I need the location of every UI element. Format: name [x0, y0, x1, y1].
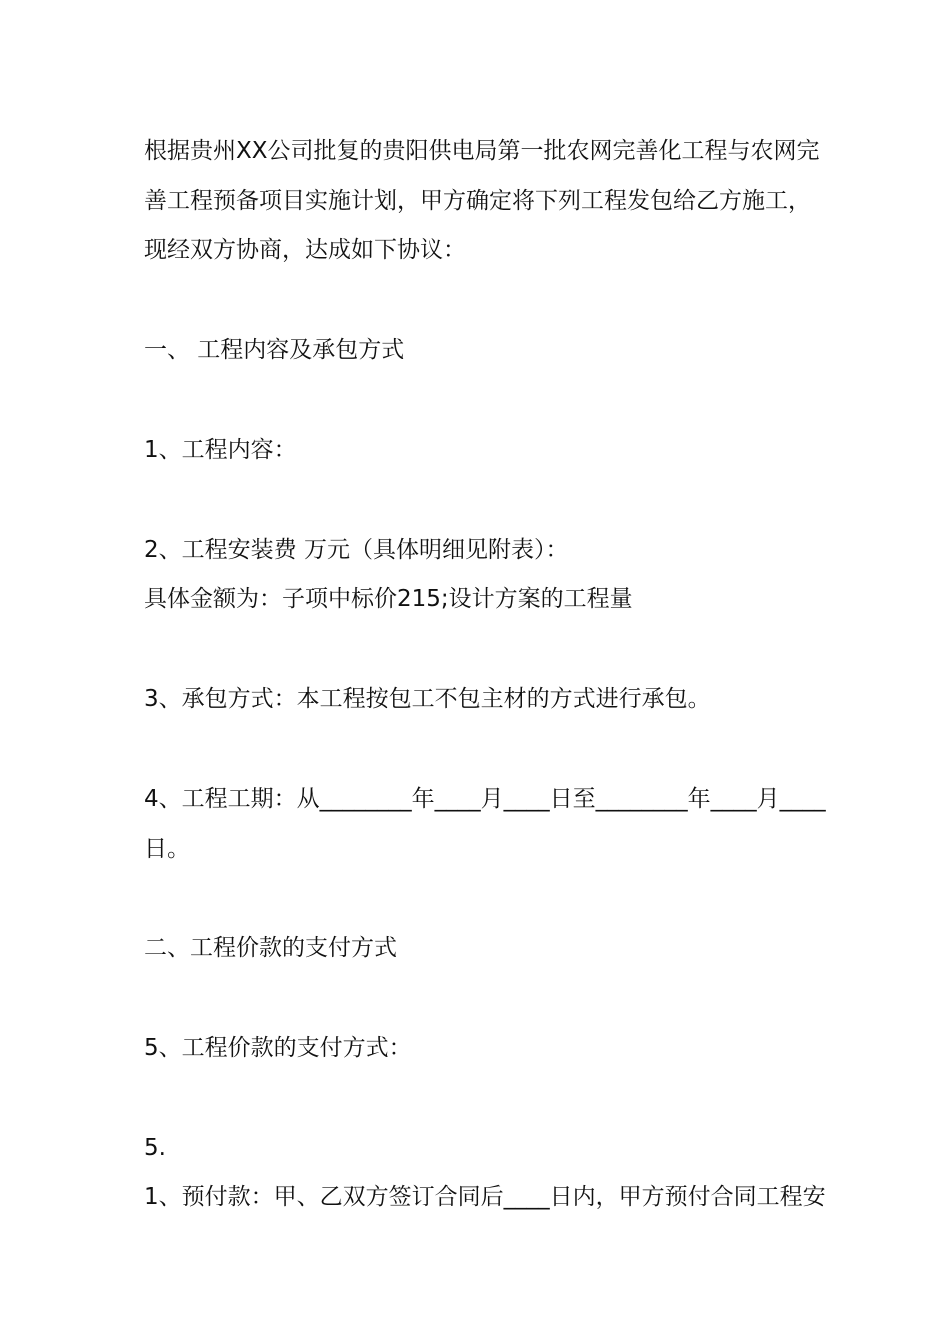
section-heading-2: 二、工程价款的支付方式	[144, 935, 397, 961]
clause-2: 2、工程安装费 万元（具体明细见附表）：	[144, 537, 569, 563]
paragraph-intro-line-1: 根据贵州XX公司批复的贵阳供电局第一批农网完善化工程与农网完	[144, 138, 820, 164]
paragraph-intro-line-2: 善工程预备项目实施计划，甲方确定将下列工程发包给乙方施工，	[144, 188, 811, 214]
clause-5: 5、工程价款的支付方式：	[144, 1035, 412, 1061]
clause-1: 1、工程内容：	[144, 437, 297, 463]
paragraph-intro-line-3: 现经双方协商，达成如下协议：	[144, 237, 466, 263]
clause-4-continued: 日。	[144, 836, 190, 862]
clause-4: 4、工程工期：从________年____月____日至________年____月____	[144, 786, 826, 812]
clause-3: 3、承包方式：本工程按包工不包主材的方式进行承包。	[144, 686, 711, 712]
clause-2-amount: 具体金额为：子项中标价215;设计方案的工程量	[144, 586, 633, 612]
section-heading-1: 一、 工程内容及承包方式	[144, 337, 405, 363]
clause-5-number: 5.	[144, 1135, 166, 1161]
clause-5-1-prepayment: 1、预付款：甲、乙双方签订合同后____日内，甲方预付合同工程安	[144, 1184, 826, 1210]
